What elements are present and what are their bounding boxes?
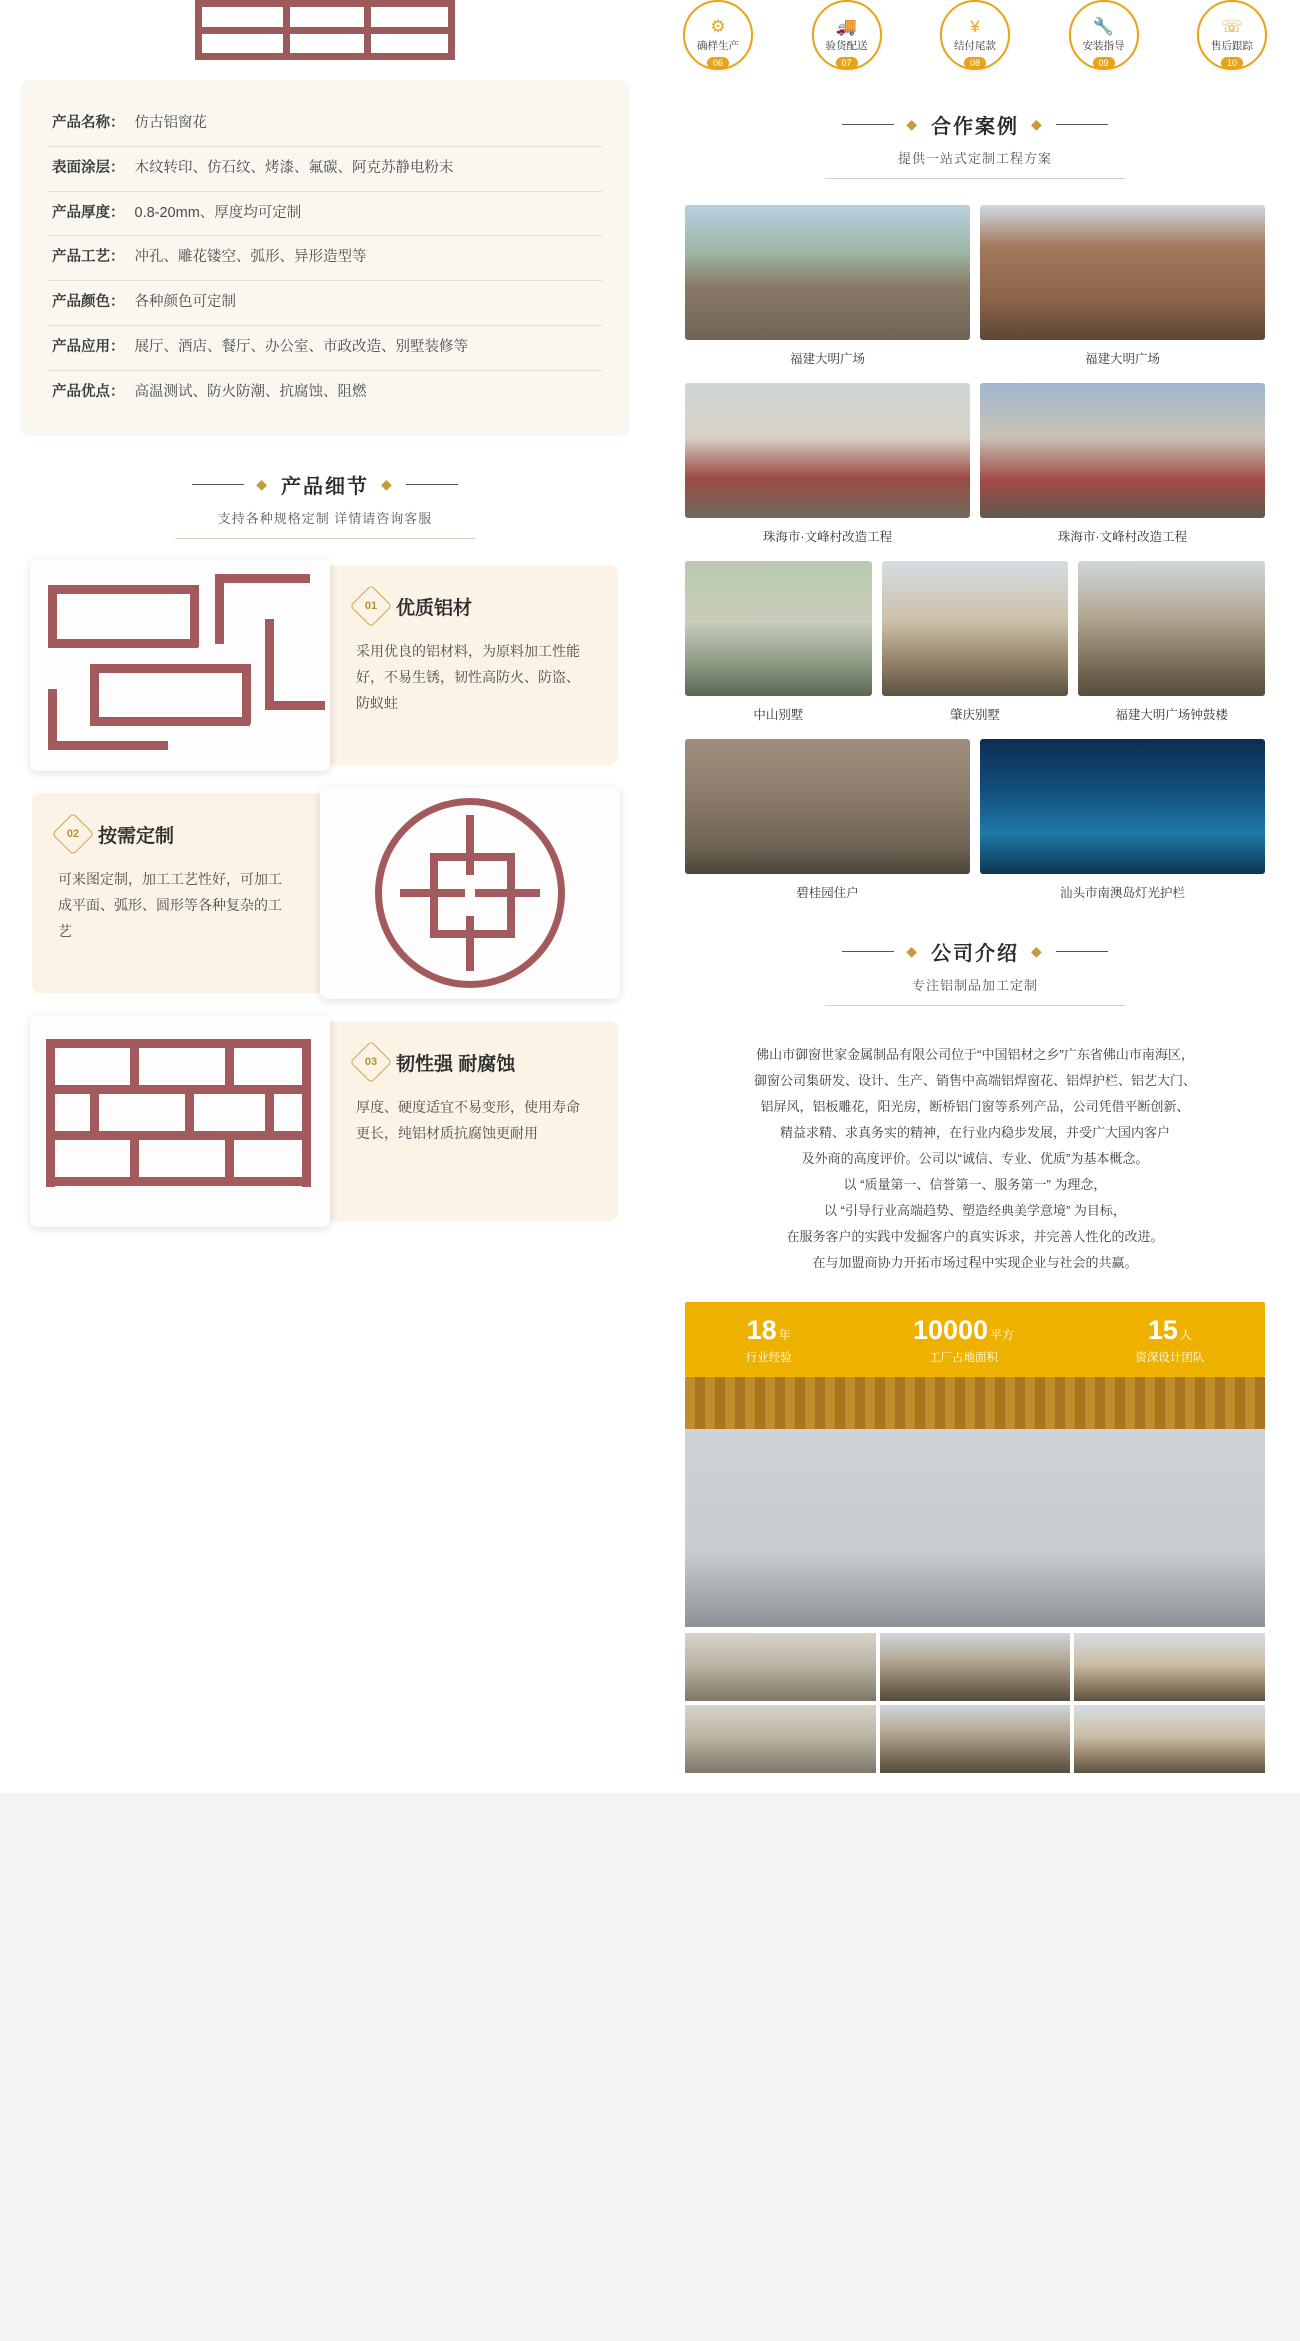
case-caption: 珠海市·文峰村改造工程	[762, 530, 893, 544]
step-label: 安装指导	[1082, 39, 1125, 52]
feature-image-3	[30, 1015, 330, 1227]
feature-card	[32, 565, 618, 765]
feature-text-1	[330, 565, 618, 765]
case-item	[980, 739, 1265, 903]
intro-line: 以 “质量第一、信誉第一、服务第一” 为理念，	[843, 1177, 1107, 1192]
case-item	[685, 739, 970, 903]
stat-number-wrap	[1135, 1316, 1204, 1344]
feature-image-2	[320, 787, 620, 999]
spec-label: 产品优点：	[52, 383, 125, 400]
step-label: 验货配送	[825, 39, 868, 52]
step-number: 06	[707, 57, 729, 69]
stat-caption: 行业经验	[745, 1352, 792, 1365]
stat-item	[913, 1316, 1014, 1365]
case-item	[685, 383, 970, 547]
divider-right	[406, 484, 458, 485]
case-caption: 福建大明广场	[789, 352, 865, 366]
brick-pattern	[30, 1015, 330, 1227]
step-label: 售后跟踪	[1211, 39, 1253, 52]
table-row	[48, 281, 602, 326]
case-photo	[685, 383, 970, 518]
spec-label: 表面涂层：	[52, 159, 125, 176]
feature-card	[32, 1021, 618, 1221]
feature-number-badge: 03	[356, 1047, 386, 1077]
table-row	[48, 102, 602, 147]
section-title-wrap	[842, 937, 1108, 966]
team-photo	[685, 1377, 1265, 1627]
section-subtitle: 支持各种规格定制 详情请咨询客服	[217, 511, 433, 527]
section-subtitle: 专注铝制品加工定制	[911, 978, 1038, 993]
intro-line: 御窗公司集研发、设计、生产、销售中高端铝焊窗花、铝焊护栏、铝艺大门、	[753, 1073, 1196, 1088]
case-item	[685, 205, 970, 369]
case-photo	[980, 205, 1265, 340]
step-number: 07	[835, 57, 857, 69]
stat-unit: 人	[1179, 1328, 1192, 1342]
step-number: 09	[1092, 57, 1114, 69]
case-photo	[980, 383, 1265, 518]
case-caption: 中山别墅	[753, 708, 804, 722]
stat-number-wrap	[913, 1316, 1014, 1344]
divider-left	[842, 124, 894, 125]
case-item	[1078, 561, 1265, 725]
spec-value: 木纹转印、仿石纹、烤漆、氟碳、阿克苏静电粉末	[134, 159, 454, 176]
diamond-icon: ◆	[906, 943, 919, 959]
truck-icon: 🚚	[835, 16, 858, 36]
case-caption: 珠海市·文峰村改造工程	[1057, 530, 1188, 544]
intro-line: 在与加盟商协力开拓市场过程中实现企业与社会的共赢。	[812, 1255, 1138, 1270]
workshop-photo	[685, 1633, 876, 1701]
feature-desc: 厚度、硬度适宜不易变形，使用寿命更长，纯铝材质抗腐蚀更耐用	[356, 1099, 580, 1142]
details-section-header	[20, 470, 630, 539]
table-row	[48, 192, 602, 237]
left-column	[0, 0, 650, 1793]
case-row	[685, 561, 1265, 725]
feature-title: 优质铝材	[396, 597, 473, 619]
workshop-photo	[880, 1633, 1071, 1701]
feature-number-badge: 02	[58, 819, 88, 849]
table-row	[48, 236, 602, 281]
page-title: 合作案例	[931, 116, 1019, 138]
spec-label: 产品颜色：	[52, 294, 125, 310]
stat-unit: 年	[778, 1328, 791, 1342]
gear-icon: ⚙	[710, 16, 726, 36]
step-label: 确样生产	[697, 39, 739, 52]
case-row	[685, 205, 1265, 369]
yuan-icon: ¥	[970, 16, 980, 36]
diamond-icon: ◆	[1031, 116, 1044, 132]
divider	[825, 178, 1125, 179]
case-photo	[980, 739, 1265, 874]
case-row	[685, 739, 1265, 903]
spec-value: 0.8-20mm、厚度均可定制	[134, 204, 302, 221]
case-caption: 福建大明广场钟鼓楼	[1115, 708, 1228, 722]
feature-image-1	[30, 559, 330, 771]
spec-value: 仿古铝窗花	[134, 115, 207, 131]
stat-number: 18	[746, 1315, 777, 1345]
stat-caption: 工厂占地面积	[928, 1352, 998, 1365]
intro-line: 精益求精、求真务实的精神，在行业内稳步发展，并受广大国内客户	[779, 1125, 1170, 1140]
feature-text-2	[32, 793, 320, 993]
divider-right	[1056, 124, 1108, 125]
diamond-icon: ◆	[256, 476, 269, 493]
circle-lattice-pattern	[375, 798, 565, 988]
feature-title: 按需定制	[98, 825, 175, 847]
page-title: 产品细节	[281, 476, 369, 499]
case-item	[980, 205, 1265, 369]
product-window-image	[195, 0, 455, 60]
diamond-icon: ◆	[1031, 943, 1044, 959]
case-caption: 汕头市南澳岛灯光护栏	[1059, 886, 1185, 900]
company-intro	[665, 1032, 1285, 1276]
tools-icon: 🔧	[1092, 16, 1115, 36]
product-spec-table	[20, 80, 630, 436]
spec-label: 产品应用：	[52, 338, 125, 355]
workshop-photo	[880, 1705, 1071, 1773]
spec-label: 产品名称：	[52, 115, 125, 131]
feature-number-badge: 01	[356, 591, 386, 621]
workshop-photo	[685, 1705, 876, 1773]
feature-header	[356, 591, 592, 621]
table-row	[48, 147, 602, 192]
feature-header	[58, 819, 294, 849]
divider	[175, 538, 475, 539]
divider-right	[1056, 951, 1108, 952]
case-row	[685, 383, 1265, 547]
case-item	[882, 561, 1069, 725]
spec-value: 各种颜色可定制	[134, 294, 236, 310]
divider-left	[842, 951, 894, 952]
step-label: 结付尾款	[954, 39, 996, 52]
case-item	[980, 383, 1265, 547]
intro-line: 及外商的高度评价。公司以“诚信、专业、优质”为基本概念。	[801, 1151, 1149, 1166]
page-title: 公司介绍	[931, 943, 1019, 965]
stat-unit: 平方	[990, 1328, 1015, 1342]
intro-line: 在服务客户的实践中发掘客户的真实诉求，并完善人性化的改进。	[786, 1229, 1164, 1244]
stat-caption: 资深设计团队	[1135, 1352, 1205, 1365]
spec-label: 产品厚度：	[52, 204, 125, 221]
feature-title: 韧性强 耐腐蚀	[396, 1053, 516, 1075]
case-photo	[685, 205, 970, 340]
case-item	[685, 561, 872, 725]
lattice-pattern	[30, 559, 330, 771]
step-item-06	[683, 0, 753, 70]
case-photo	[685, 739, 970, 874]
diamond-icon: ◆	[906, 116, 919, 132]
spec-label: 产品工艺：	[52, 249, 125, 266]
spec-value: 展厅、酒店、餐厅、办公室、市政改造、别墅装修等	[134, 338, 468, 355]
stat-number-wrap	[746, 1316, 792, 1344]
spec-value: 高温测试、防火防潮、抗腐蚀、阻燃	[134, 383, 367, 400]
step-item-07	[812, 0, 882, 70]
stat-number: 15	[1147, 1315, 1178, 1345]
case-photo	[685, 561, 872, 696]
feature-card	[32, 793, 618, 993]
diamond-icon: ◆	[381, 476, 394, 493]
intro-line: 铝屏风，铝板雕花，阳光房，断桥铝门窗等系列产品，公司凭借平断创新、	[760, 1099, 1190, 1114]
workshop-photo	[1074, 1633, 1265, 1701]
cases-section-header	[665, 110, 1285, 179]
step-number: 10	[1221, 57, 1243, 69]
feature-desc: 采用优良的铝材料，为原料加工性能好，不易生锈，韧性高防火、防盗、防蚁蛀	[356, 643, 580, 712]
case-caption: 肇庆别墅	[950, 708, 1001, 722]
intro-line: 以 “引导行业高端趋势、塑造经典美学意境” 为目标，	[824, 1203, 1126, 1218]
divider-left	[192, 484, 244, 485]
table-row	[48, 371, 602, 415]
stat-item	[746, 1316, 792, 1365]
right-column	[650, 0, 1300, 1793]
feature-header	[356, 1047, 592, 1077]
workshop-photo	[1074, 1705, 1265, 1773]
headset-icon: ☏	[1221, 16, 1243, 36]
stat-number: 10000	[912, 1315, 989, 1345]
company-section-header	[665, 937, 1285, 1006]
section-title-wrap	[192, 470, 458, 499]
case-caption: 碧桂园住户	[796, 886, 859, 900]
step-item-10	[1197, 0, 1267, 70]
case-grid	[665, 205, 1285, 903]
section-subtitle: 提供一站式定制工程方案	[897, 151, 1052, 166]
stats-bar	[685, 1302, 1265, 1377]
workshop-photo-grid	[685, 1633, 1265, 1773]
case-photo	[1078, 561, 1265, 696]
step-item-09	[1069, 0, 1139, 70]
section-title-wrap	[842, 110, 1108, 139]
divider	[825, 1005, 1125, 1006]
intro-line: 佛山市御窗世家金属制品有限公司位于“中国铝材之乡”广东省佛山市南海区，	[756, 1047, 1194, 1062]
case-caption: 福建大明广场	[1084, 352, 1160, 366]
feature-desc: 可来图定制，加工工艺性好，可加工成平面、弧形、圆形等各种复杂的工艺	[58, 871, 282, 940]
step-number: 08	[964, 57, 986, 69]
decorative-band	[685, 1377, 1265, 1429]
service-steps	[665, 0, 1285, 76]
feature-text-3	[330, 1021, 618, 1221]
table-row	[48, 326, 602, 371]
step-item-08	[940, 0, 1010, 70]
stat-item	[1135, 1316, 1204, 1365]
spec-value: 冲孔、雕花镂空、弧形、异形造型等	[134, 249, 367, 266]
case-photo	[882, 561, 1069, 696]
